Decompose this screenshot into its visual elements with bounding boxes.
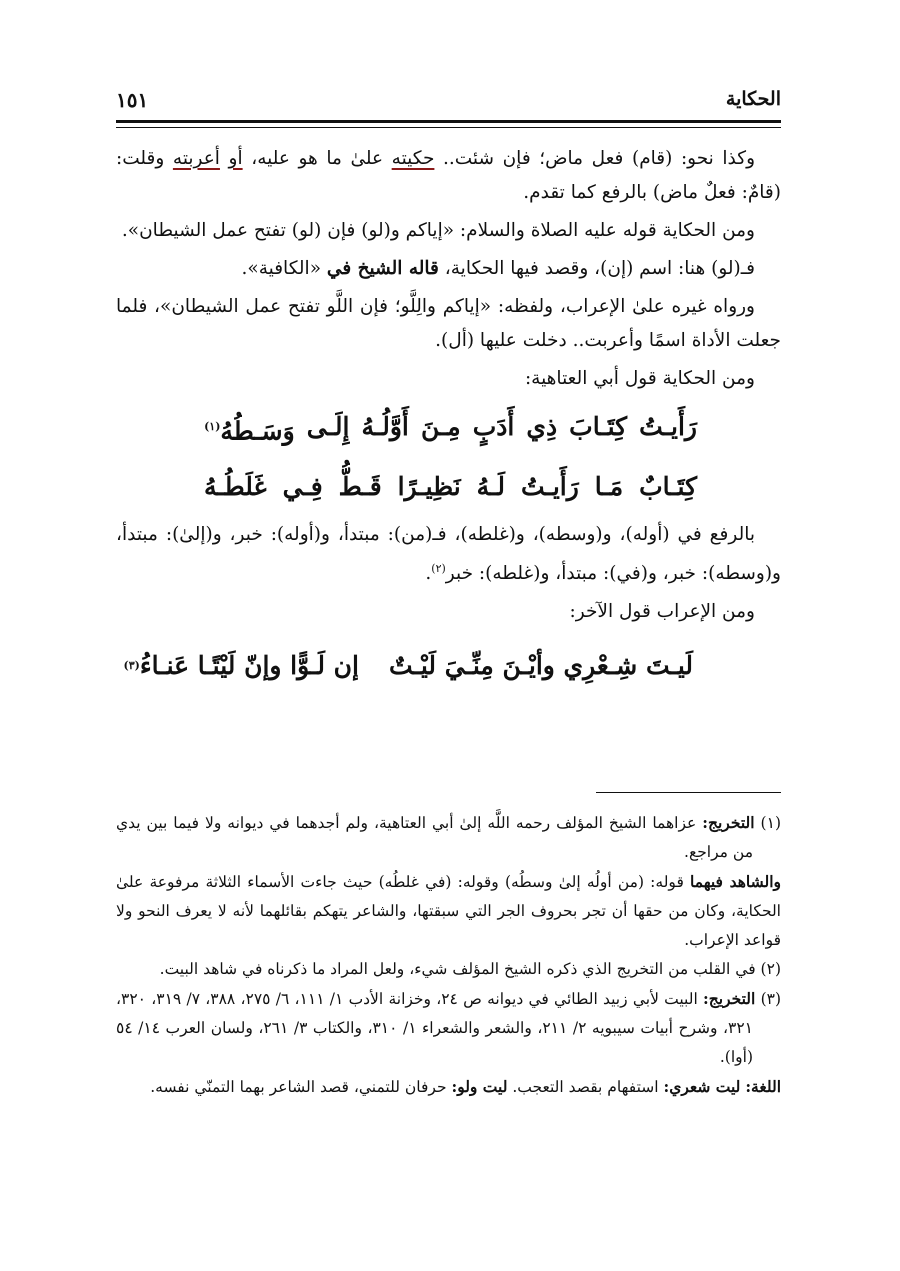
page-header	[116, 88, 781, 116]
verse-word: أَدَبٍ	[472, 412, 515, 441]
verse-line-1	[116, 402, 781, 456]
footnote-ref: (١)	[204, 420, 221, 433]
footnote-rule	[596, 792, 781, 793]
verse-word: قَـطُّ	[338, 472, 382, 502]
header-rule-thin	[116, 127, 781, 128]
verse-word: رَأَيـتُ	[639, 412, 697, 441]
verse-word: أَوَّلُـهُ	[361, 412, 409, 441]
underlined-term: أعربته	[172, 148, 220, 169]
verse-word: ذِي	[526, 412, 558, 441]
verse-word: كِتَـابَ	[569, 412, 628, 441]
paragraph-3: فـ(لو) هنا: اسم (إن)، وقصد فيها الحكاية، قاله الشيخ في «الكافية».	[241, 258, 755, 279]
verse-hemistich-1: لَيـتَ شِـعْرِي وأيْـنَ مِنِّـيَ لَيْـتٌ	[388, 651, 693, 681]
verse-word: كِتَـابٌ	[639, 472, 697, 502]
verse-word: غَلَطُـهُ	[204, 472, 267, 502]
verse-word: إِلَـى	[306, 412, 350, 441]
verse-line-3	[116, 641, 781, 691]
paragraph-2: ومن الحكاية قوله عليه الصلاة والسلام: «إياكم و(لو) فإن (لو) تفتح عمل الشيطان».	[121, 220, 755, 241]
header-rule-thick	[116, 120, 781, 123]
verse-word: رَأَيـتُ	[520, 472, 579, 502]
footnote-number: (١)	[760, 814, 781, 832]
footnote-3-language: اللغة: ليت شعري: استفهام بقصد التعجب. ليت ولو: حرفان للتمني، قصد الشاعر بهما التمنّي نفسه.	[150, 1077, 781, 1096]
verse-line-2	[116, 462, 781, 512]
footnote-number: (٢)	[760, 960, 781, 978]
underlined-term: أو	[228, 148, 243, 169]
footnote-1-witness: والشاهد فيهما قوله: (من أولُه إلىٰ وسطُه) وقوله: (في غلطُه) حيث جاءت الأسماء الثلاثة مرفوعة علىٰ الحكاية، وكان من حقها أن تجر بحروف الجر التي سبقتها، والشاعر يتهكم بقائلهما لأنه لا يعرف النحو ولا قواعد الإعراب.	[116, 872, 781, 949]
paragraph-6: بالرفع في (أوله)، و(وسطه)، و(غلطه)، فـ(من): مبتدأ، و(أوله): خبر، و(إلىٰ): مبتدأ، و(وسطه): خبر، و(في): مبتدأ، و(غلطه): خبر$^{(٢)}$.	[116, 524, 781, 585]
verse-word: فِـي	[282, 472, 323, 502]
footnote-ref: (٣)	[123, 659, 140, 673]
running-title: الحكاية	[725, 88, 781, 110]
footnote-3: (٣) التخريج: البيت لأبي زبيد الطائي في ديوانه ص ٢٤، وخزانة الأدب ١/ ١١١، ٦/ ٢٧٥، ٣٨٨، ٧/ ٣١٩، ٣٢٠، ٣٢١، وشرح أبيات سيبويه ٢/ ٢١١، والشعر والشعراء ١/ ٣١٠، والكتاب ٣/ ٢٦١، ولسان العرب ١٤/ ٥٤ (أوا).	[116, 989, 782, 1066]
footnote-1: (١) التخريج: عزاهما الشيخ المؤلف رحمه اللَّه إلىٰ أبي العتاهية، ولم أجدهما في ديوانه ولا فيما بين يدي من مراجع.	[116, 813, 781, 861]
underlined-term: حكيته	[391, 148, 435, 169]
footnote-2: (٢) في القلب من التخريج الذي ذكره الشيخ المؤلف شيء، ولعل المراد ما ذكرناه في شاهد البيت.	[159, 960, 781, 978]
footnotes	[116, 808, 781, 1102]
verse-word: مَـا	[594, 472, 624, 502]
verse-word: لَـهُ	[476, 472, 505, 502]
main-text	[116, 142, 781, 697]
paragraph-7: ومن الإعراب قول الآخر:	[569, 601, 755, 623]
verse-word-with-ref: وَسَـطُهُ$^{(١)}$	[204, 416, 295, 446]
paragraph-4: ورواه غيره علىٰ الإعراب، ولفظه: «إياكم والِلَّو؛ فإن اللَّو تفتح عمل الشيطان»، فلما جعلت الأداة اسمًا وأعربت.. دخلت عليها (أل).	[116, 296, 781, 351]
verse-word: مِـنَ	[420, 412, 461, 441]
footnote-number: (٣)	[760, 990, 782, 1008]
page-number: ١٥١	[116, 88, 149, 112]
paragraph-5: ومن الحكاية قول أبي العتاهية:	[524, 368, 755, 389]
hemistich-gap	[359, 641, 389, 691]
verse-hemistich-2: إن لَـوًّا وإنّ لَيْتًـا عَنـاءُ	[139, 651, 359, 681]
footnote-ref: (٢)	[431, 562, 446, 576]
verse-word: نَظِيـرًا	[397, 472, 461, 502]
paragraph-1: وكذا نحو: (قام) فعل ماض؛ فإن شئت.. حكيته علىٰ ما هو عليه، أو أعربته وقلت: (قامٌ: فعلٌ ماض) بالرفع كما تقدم.	[116, 148, 781, 203]
